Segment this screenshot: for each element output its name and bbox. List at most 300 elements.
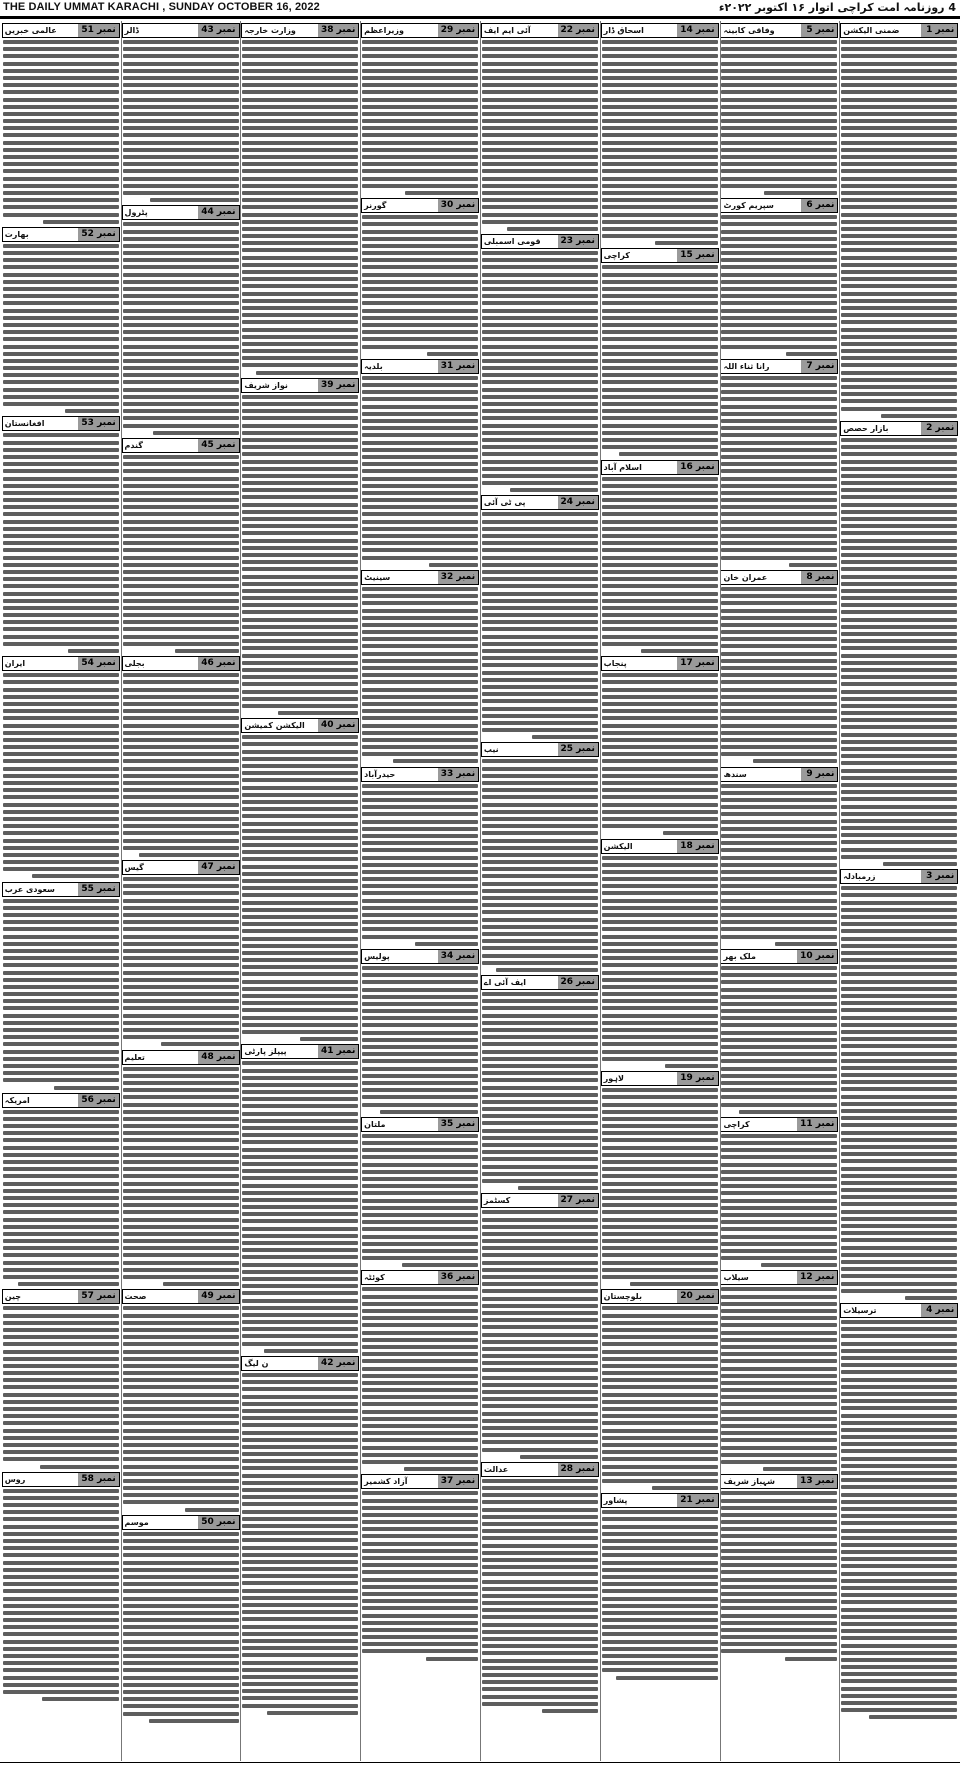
text-line xyxy=(602,1661,718,1665)
text-line xyxy=(242,1373,358,1377)
text-line xyxy=(602,83,718,87)
text-line xyxy=(482,148,598,152)
text-line xyxy=(602,759,718,763)
text-line xyxy=(3,484,119,488)
text-line xyxy=(841,1152,957,1156)
text-line xyxy=(362,1367,478,1371)
text-line xyxy=(602,999,718,1003)
text-line xyxy=(123,1561,239,1565)
text-line xyxy=(721,1438,837,1442)
news-item-header xyxy=(601,1071,719,1086)
text-line xyxy=(362,1199,478,1203)
text-line xyxy=(242,625,358,629)
text-line xyxy=(242,1191,358,1195)
text-line xyxy=(362,222,478,226)
text-line xyxy=(362,383,478,387)
text-line xyxy=(602,1604,718,1608)
text-line xyxy=(242,879,358,883)
text-line xyxy=(721,609,837,613)
text-line xyxy=(482,714,598,718)
text-line xyxy=(362,1088,478,1092)
news-item-body xyxy=(361,784,479,946)
text-line xyxy=(721,548,837,552)
text-line xyxy=(721,1081,837,1085)
text-line xyxy=(242,750,358,754)
text-line xyxy=(123,1328,239,1332)
text-line xyxy=(721,244,837,248)
text-line xyxy=(602,431,718,435)
text-line xyxy=(362,1235,478,1239)
news-item-header xyxy=(720,23,838,38)
news-item xyxy=(241,378,359,715)
news-item-title: عمران خان xyxy=(723,572,768,582)
text-line xyxy=(482,409,598,413)
text-line xyxy=(602,1275,718,1279)
text-line xyxy=(123,1117,239,1121)
text-line xyxy=(123,47,239,51)
text-line xyxy=(841,1001,957,1005)
text-line xyxy=(602,47,718,51)
text-line xyxy=(602,1160,718,1164)
text-line xyxy=(362,397,478,401)
text-line xyxy=(3,98,119,102)
text-line xyxy=(602,155,718,159)
text-line xyxy=(123,1232,239,1236)
text-line xyxy=(242,937,358,941)
text-line xyxy=(721,1031,837,1035)
text-line xyxy=(242,328,358,332)
text-line xyxy=(3,1575,119,1579)
text-line xyxy=(602,205,718,209)
text-line xyxy=(242,1061,358,1065)
text-line xyxy=(482,1143,598,1147)
text-line xyxy=(242,256,358,260)
text-line xyxy=(841,754,957,758)
news-item-body xyxy=(122,222,240,434)
text-line xyxy=(482,867,598,871)
text-line xyxy=(242,1661,358,1665)
text-line xyxy=(841,1202,957,1206)
text-line xyxy=(482,954,598,958)
text-line xyxy=(841,1421,957,1425)
text-line xyxy=(482,251,598,255)
news-item xyxy=(122,860,240,1046)
text-line xyxy=(841,467,957,471)
text-line xyxy=(482,1673,598,1677)
news-item-title: پنجاب xyxy=(603,659,627,669)
text-line xyxy=(123,1539,239,1543)
text-line xyxy=(841,234,957,238)
text-line xyxy=(841,987,957,991)
news-item-number: نمبر 14 xyxy=(677,24,717,37)
text-line xyxy=(721,1431,837,1435)
text-line xyxy=(3,76,119,80)
text-line xyxy=(721,1649,837,1653)
news-item xyxy=(361,1270,479,1471)
text-line xyxy=(841,646,957,650)
text-line xyxy=(362,119,478,123)
text-line xyxy=(841,937,957,941)
text-line xyxy=(123,1661,239,1665)
text-line xyxy=(869,1715,957,1719)
text-line xyxy=(242,929,358,933)
news-item-body xyxy=(481,759,599,971)
text-line xyxy=(602,563,718,567)
text-line xyxy=(721,469,837,473)
text-line xyxy=(242,1380,358,1384)
news-item xyxy=(122,1515,240,1723)
text-line xyxy=(602,234,718,238)
text-line xyxy=(242,1162,358,1166)
text-line xyxy=(841,1701,957,1705)
news-item-title: اسحاق ڈار xyxy=(603,26,644,35)
news-item-title: گورنر xyxy=(364,201,387,211)
text-line xyxy=(841,783,957,787)
text-line xyxy=(123,366,239,370)
text-line xyxy=(602,40,718,44)
text-line xyxy=(242,356,358,360)
text-line xyxy=(721,1249,837,1253)
text-line xyxy=(721,884,837,888)
text-line xyxy=(602,1561,718,1565)
text-line xyxy=(721,1323,837,1327)
text-line xyxy=(242,697,358,701)
text-line xyxy=(402,1263,479,1267)
text-line xyxy=(32,874,119,878)
text-line xyxy=(3,1268,119,1272)
text-line xyxy=(721,666,837,670)
news-item-body xyxy=(601,477,719,654)
text-line xyxy=(3,920,119,924)
text-line xyxy=(123,1138,239,1142)
text-line xyxy=(602,98,718,102)
text-line xyxy=(721,505,837,509)
text-line xyxy=(841,62,957,66)
text-line xyxy=(362,1549,478,1553)
text-line xyxy=(362,673,478,677)
text-line xyxy=(721,1023,837,1027)
text-line xyxy=(532,735,598,739)
text-line xyxy=(841,445,957,449)
column-separator xyxy=(240,21,241,1761)
text-line xyxy=(721,426,837,430)
text-line xyxy=(3,330,119,334)
text-line xyxy=(482,141,598,145)
text-line xyxy=(841,819,957,823)
news-item-body xyxy=(481,251,599,492)
text-line xyxy=(841,1131,957,1135)
text-line xyxy=(602,1443,718,1447)
text-line xyxy=(482,699,598,703)
news-item xyxy=(720,1117,838,1267)
text-line xyxy=(602,627,718,631)
text-line xyxy=(123,1014,239,1018)
text-line xyxy=(362,834,478,838)
text-line xyxy=(482,337,598,341)
text-line xyxy=(602,635,718,639)
text-line xyxy=(482,1129,598,1133)
text-line xyxy=(3,724,119,728)
text-line xyxy=(721,1628,837,1632)
text-line xyxy=(242,575,358,579)
text-line xyxy=(123,1597,239,1601)
text-line xyxy=(841,965,957,969)
text-line xyxy=(3,1189,119,1193)
news-item-title: ایران xyxy=(4,659,26,669)
text-line xyxy=(123,148,239,152)
text-line xyxy=(841,840,957,844)
text-line xyxy=(242,807,358,811)
text-line xyxy=(721,477,837,481)
text-line xyxy=(362,1103,478,1107)
text-line xyxy=(841,133,957,137)
text-line xyxy=(841,1066,957,1070)
text-line xyxy=(123,424,239,428)
news-item-number: نمبر 32 xyxy=(438,571,478,584)
text-line xyxy=(602,534,718,538)
text-line xyxy=(841,886,957,890)
text-line xyxy=(3,860,119,864)
news-item-title: بازار حصص xyxy=(843,423,889,433)
text-line xyxy=(652,1486,718,1490)
text-line xyxy=(721,556,837,560)
text-line xyxy=(482,460,598,464)
text-line xyxy=(242,445,358,449)
text-line xyxy=(602,695,718,699)
text-line xyxy=(3,366,119,370)
text-line xyxy=(264,1349,358,1353)
text-line xyxy=(242,1625,358,1629)
text-line xyxy=(242,539,358,543)
text-line xyxy=(602,1042,718,1046)
text-line xyxy=(242,771,358,775)
text-line xyxy=(3,745,119,749)
news-item-body xyxy=(361,587,479,764)
text-line xyxy=(362,405,478,409)
text-line xyxy=(3,352,119,356)
news-item xyxy=(361,1474,479,1660)
text-line xyxy=(602,884,718,888)
text-line xyxy=(721,1038,837,1042)
text-line xyxy=(123,330,239,334)
text-line xyxy=(841,1167,957,1171)
news-item-body xyxy=(241,1373,359,1715)
text-line xyxy=(362,1424,478,1428)
text-line xyxy=(841,1320,957,1324)
text-line xyxy=(242,213,358,217)
text-line xyxy=(721,316,837,320)
text-line xyxy=(242,503,358,507)
text-line xyxy=(721,1141,837,1145)
text-line xyxy=(362,1184,478,1188)
text-line xyxy=(841,1188,957,1192)
text-line xyxy=(362,1031,478,1035)
text-line xyxy=(482,155,598,159)
text-line xyxy=(841,517,957,521)
text-line xyxy=(602,227,718,231)
news-item-number: نمبر 40 xyxy=(318,719,358,732)
text-line xyxy=(482,47,598,51)
text-line xyxy=(242,1241,358,1245)
text-line xyxy=(3,1450,119,1454)
text-line xyxy=(602,613,718,617)
text-line xyxy=(3,455,119,459)
text-line xyxy=(123,759,239,763)
news-item xyxy=(720,570,838,764)
text-line xyxy=(3,1246,119,1250)
text-line xyxy=(482,1136,598,1140)
text-line xyxy=(242,438,358,442)
masthead-urdu-title xyxy=(719,1,956,14)
news-item-title: رانا ثناء اللہ xyxy=(723,361,770,371)
text-line xyxy=(242,460,358,464)
text-line xyxy=(482,1572,598,1576)
text-line xyxy=(242,1617,358,1621)
text-line xyxy=(3,462,119,466)
text-line xyxy=(362,1191,478,1195)
news-item-title: نیب xyxy=(483,745,499,755)
text-line xyxy=(362,1256,478,1260)
text-line xyxy=(602,1021,718,1025)
news-item xyxy=(481,742,599,971)
text-line xyxy=(3,1618,119,1622)
news-item-title: موسم xyxy=(124,1517,149,1527)
text-line xyxy=(242,661,358,665)
text-line xyxy=(841,958,957,962)
news-item-number: نمبر 23 xyxy=(558,235,598,248)
news-item-body xyxy=(122,40,240,202)
text-line xyxy=(602,1306,718,1310)
text-line xyxy=(362,498,478,502)
text-line xyxy=(123,1414,239,1418)
news-item-body xyxy=(720,40,838,195)
text-line xyxy=(242,241,358,245)
text-line xyxy=(123,1210,239,1214)
text-line xyxy=(242,234,358,238)
text-line xyxy=(123,1704,239,1708)
text-line xyxy=(3,846,119,850)
text-line xyxy=(721,587,837,591)
text-line xyxy=(3,541,119,545)
news-item-header xyxy=(840,421,958,436)
text-line xyxy=(242,1248,358,1252)
text-line xyxy=(123,985,239,989)
text-line xyxy=(602,1028,718,1032)
text-line xyxy=(602,309,718,313)
news-item-body xyxy=(601,673,719,835)
text-line xyxy=(242,1675,358,1679)
text-line xyxy=(362,426,478,430)
text-line xyxy=(507,227,597,231)
masthead-urdu-text: روزنامہ امت کراچی اتوار ۱۶ اکتوبر ۲۰۲۲ء xyxy=(718,1,945,14)
text-line xyxy=(3,258,119,262)
text-line xyxy=(362,105,478,109)
text-line xyxy=(362,1206,478,1210)
text-line xyxy=(721,1592,837,1596)
text-line xyxy=(362,1628,478,1632)
text-line xyxy=(123,1321,239,1325)
text-line xyxy=(721,1446,837,1450)
text-line xyxy=(841,740,957,744)
text-line xyxy=(123,803,239,807)
text-line xyxy=(482,1354,598,1358)
text-line xyxy=(242,299,358,303)
news-item-title: سپریم کورٹ xyxy=(723,201,774,211)
text-line xyxy=(242,1306,358,1310)
text-line xyxy=(123,520,239,524)
text-line xyxy=(721,1491,837,1495)
text-line xyxy=(3,1350,119,1354)
text-line xyxy=(3,738,119,742)
text-line xyxy=(482,438,598,442)
text-line xyxy=(841,1629,957,1633)
text-line xyxy=(602,294,718,298)
text-line xyxy=(362,520,478,524)
text-line xyxy=(242,1560,358,1564)
text-line xyxy=(602,992,718,996)
text-line xyxy=(482,846,598,850)
text-line xyxy=(123,1546,239,1550)
text-line xyxy=(362,251,478,255)
text-line xyxy=(721,1585,837,1589)
text-line xyxy=(3,1532,119,1536)
text-line xyxy=(242,1097,358,1101)
text-line xyxy=(242,1234,358,1238)
text-line xyxy=(3,505,119,509)
text-line xyxy=(123,1314,239,1318)
text-line xyxy=(3,1546,119,1550)
text-line xyxy=(362,1563,478,1567)
text-line xyxy=(123,1457,239,1461)
text-line xyxy=(242,1069,358,1073)
text-line xyxy=(883,862,957,866)
text-line xyxy=(3,205,119,209)
text-line xyxy=(602,570,718,574)
news-item-title: قومی اسمبلی xyxy=(483,237,541,247)
text-line xyxy=(482,1558,598,1562)
news-item-number: نمبر 57 xyxy=(78,1290,118,1303)
text-line xyxy=(43,220,118,224)
text-line xyxy=(721,841,837,845)
text-line xyxy=(242,1083,358,1087)
text-line xyxy=(602,870,718,874)
text-line xyxy=(721,1367,837,1371)
text-line xyxy=(482,1544,598,1548)
text-line xyxy=(841,488,957,492)
text-line xyxy=(242,1148,358,1152)
text-line xyxy=(602,1632,718,1636)
text-line xyxy=(482,1179,598,1183)
text-line xyxy=(841,1636,957,1640)
text-line xyxy=(242,639,358,643)
news-item xyxy=(241,1044,359,1353)
text-line xyxy=(123,1712,239,1716)
text-line xyxy=(242,1474,358,1478)
text-line xyxy=(362,98,478,102)
text-line xyxy=(242,1291,358,1295)
text-line xyxy=(362,1556,478,1560)
text-line xyxy=(841,1138,957,1142)
text-line xyxy=(3,613,119,617)
text-line xyxy=(905,1296,957,1300)
news-item-title: اسلام آباد xyxy=(603,462,642,472)
text-line xyxy=(123,1654,239,1658)
news-column-1 xyxy=(840,21,958,1761)
text-line xyxy=(3,949,119,953)
text-line xyxy=(123,1421,239,1425)
text-line xyxy=(619,452,718,456)
text-line xyxy=(841,632,957,636)
